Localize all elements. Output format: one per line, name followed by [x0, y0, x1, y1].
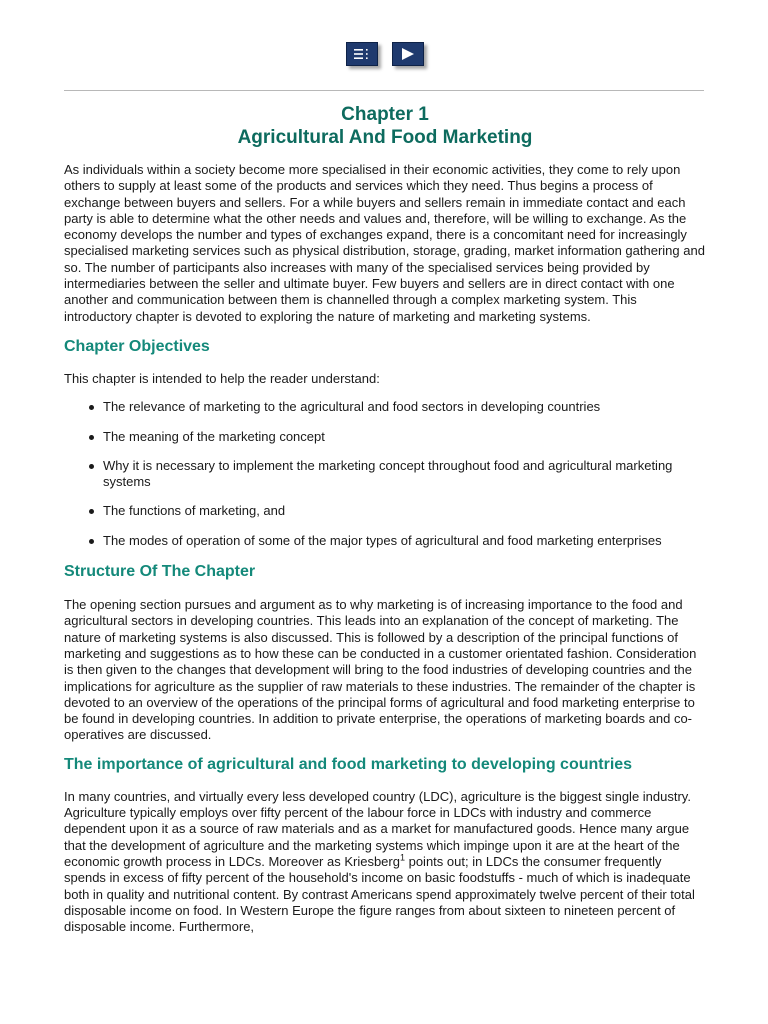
list-item: The relevance of marketing to the agricultural and food sectors in developing countries: [103, 399, 706, 415]
objectives-heading: Chapter Objectives: [64, 337, 210, 355]
chapter-number: Chapter 1: [341, 104, 429, 125]
footnote-reference[interactable]: 1: [399, 852, 405, 863]
chapter-content: [64, 103, 706, 935]
header-divider: [64, 90, 704, 91]
list-item: Why it is necessary to implement the marketing concept throughout food and agricultural marketing systems: [103, 458, 706, 491]
intro-paragraph: As individuals within a society become more specialised in their economic activities, they come to rely upon others to supply at least some of the products and services which they need. Thus begins a process of exchange between buyers and sellers. For a while buyers and sellers remain in immediate contact and each party is able to determine what the other needs and values and, therefore, will be willing to exchange. As the economy develops the number and types of exchanges expand, there is a concomitant need for increasingly specialised marketing services such as physical distribution, storage, grading, market information gathering and so. The number of participants also increases with many of the specialised services being provided by intermediaries between the seller and ultimate buyer. Few buyers and sellers are in direct contact with one another and communication between them is channelled through a complex marketing system. This introductory chapter is devoted to exploring the nature of marketing and marketing systems.: [64, 162, 705, 324]
chapter-title: Agricultural And Food Marketing: [237, 127, 533, 148]
play-icon: [400, 47, 416, 61]
structure-heading: Structure Of The Chapter: [64, 563, 256, 581]
objectives-list: [64, 399, 706, 549]
list-icon: [353, 48, 371, 60]
structure-paragraph: The opening section pursues and argument as to why marketing is of increasing importance to the food and agricultural sectors in developing countries. This leads into an explanation of the concept of marketing. The nature of marketing systems is also discussed. This is followed by a description of the principal functions of marketing and suggestions as to how these can be conducted in a customer orientated fashion. Consideration is then given to the changes that development will bring to the food industries of developing countries and the implications for agriculture as the supplier of raw materials to these industries. The remainder of the chapter is devoted to an overview of the operations of the principal forms of agricultural and food marketing enterprise to be found in developing countries. In addition to private enterprise, the operations of marketing boards and co-operatives are discussed.: [64, 597, 697, 743]
importance-text-start: In many countries, and virtually every less developed country (LDC), agriculture is the biggest single industry. Agriculture typically employs over fifty percent of the labour force in LDCs with industry and commerce dependent upon it as a source of raw materials and as a market for manufactured goods. Hence many argue that the development of agriculture and the marketing systems which impinge upon it are at the heart of the economic growth process in LDCs. Moreover as Kriesberg: [64, 788, 691, 869]
list-item: The functions of marketing, and: [103, 503, 706, 519]
importance-text-end: points out; in LDCs the consumer frequently spends in excess of fifty percent of the household's income on basic foodstuffs - much of which is inadequate both in quality and nutritional content. By contrast Americans spend approximately twelve percent of their total disposable income on food. In Western Europe the figure ranges from about sixteen to nineteen percent of disposable income. Furthermore,: [64, 853, 695, 935]
list-item: The modes of operation of some of the major types of agricultural and food marketing enterprises: [103, 533, 706, 549]
next-page-button[interactable]: [392, 42, 424, 66]
contents-button[interactable]: [346, 42, 378, 66]
list-item: The meaning of the marketing concept: [103, 429, 706, 445]
importance-paragraph: [64, 789, 706, 936]
importance-heading: The importance of agricultural and food marketing to developing countries: [64, 755, 633, 773]
objectives-lead: This chapter is intended to help the reader understand:: [64, 370, 380, 386]
page-navigation: [346, 42, 424, 66]
